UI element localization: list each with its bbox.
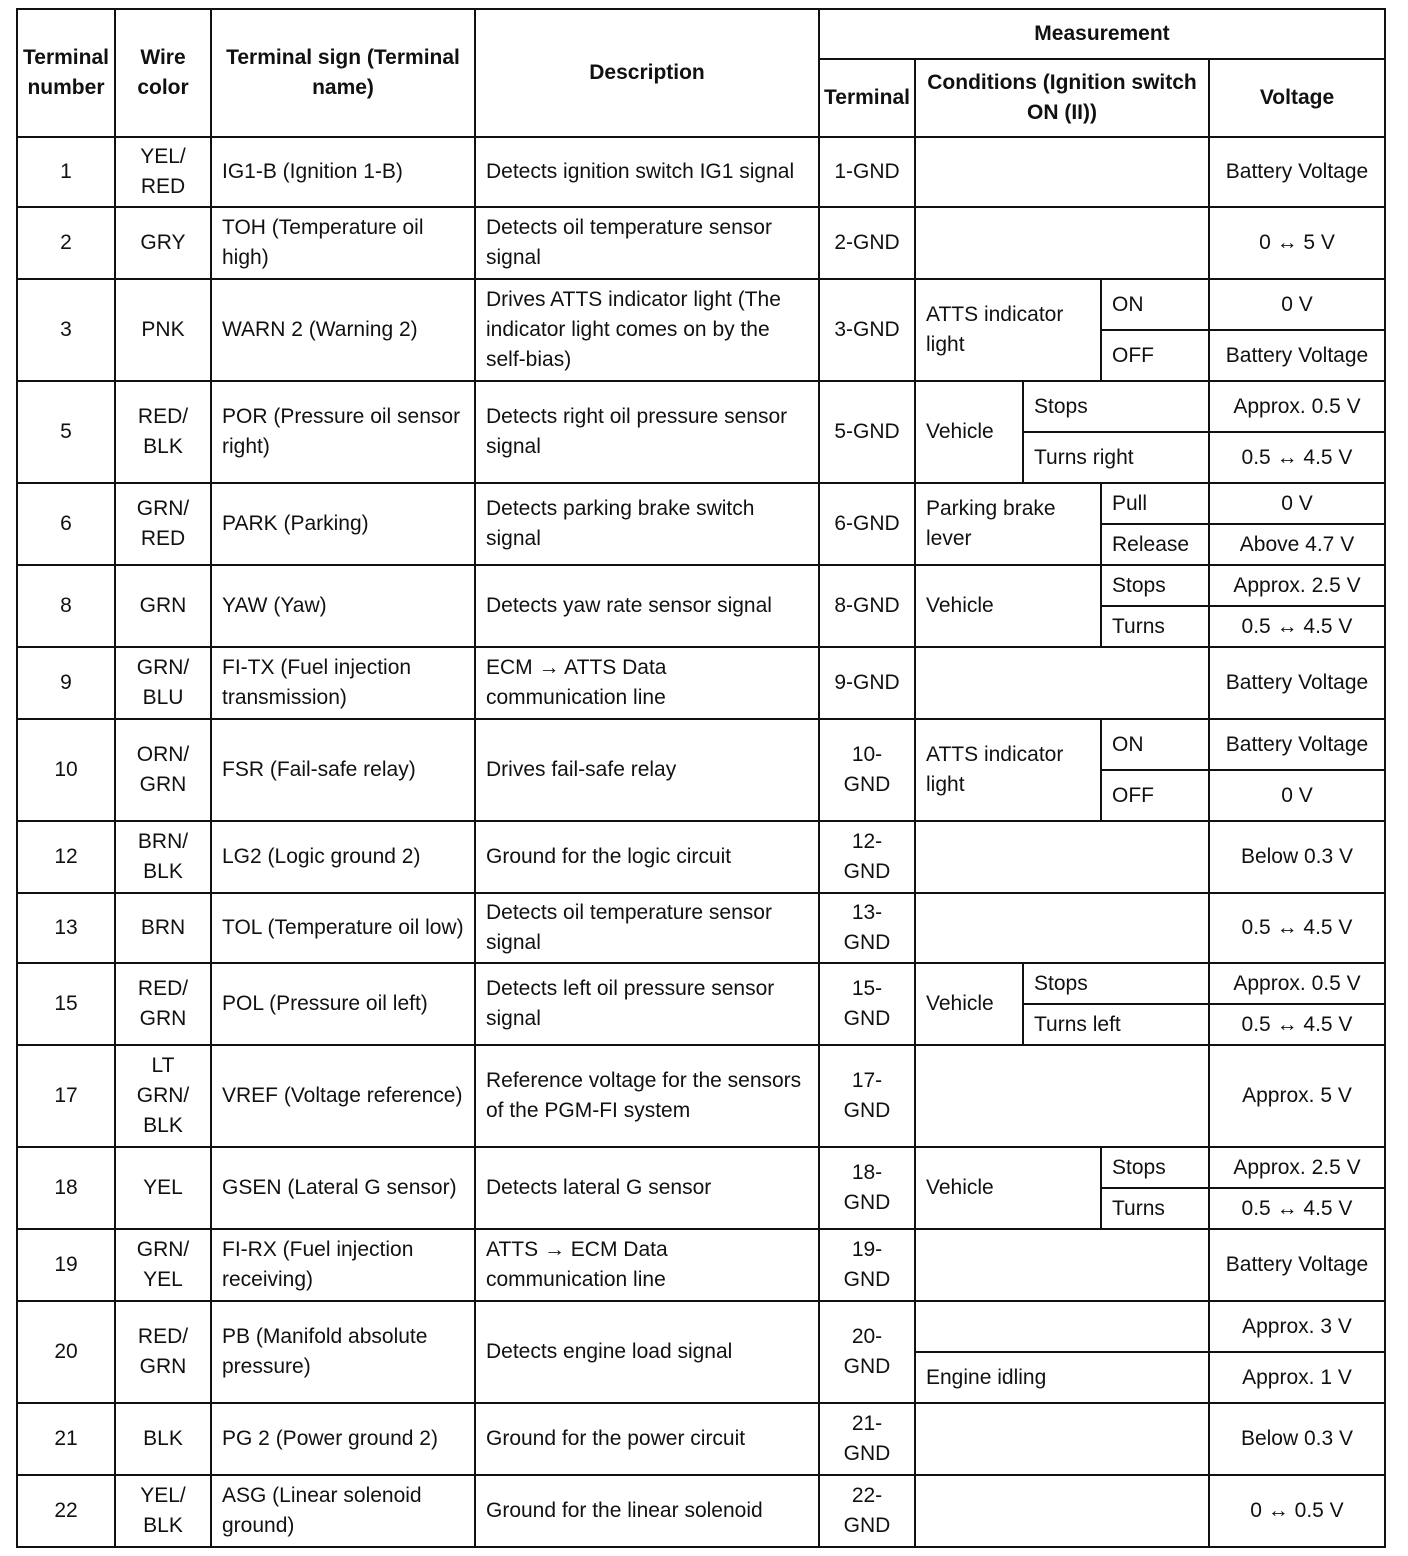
voltage-cell: 0 V: [1209, 483, 1385, 524]
measurement-terminal-cell: 18-GND: [819, 1147, 915, 1229]
wire-color-cell: GRY: [115, 207, 211, 279]
terminal-sign-cell: PB (Manifold absolute pressure): [211, 1301, 475, 1403]
measurement-terminal-cell: 21-GND: [819, 1403, 915, 1475]
terminal-number-cell: 9: [17, 647, 115, 719]
table-row: [17, 381, 1385, 432]
terminal-number-cell: 20: [17, 1301, 115, 1403]
voltage-cell: 0 ↔ 0.5 V: [1209, 1475, 1385, 1547]
header-wire-color: Wire color: [115, 9, 211, 137]
header-description: Description: [475, 9, 819, 137]
terminal-sign-cell: PG 2 (Power ground 2): [211, 1403, 475, 1475]
condition-state-cell: ON: [1101, 719, 1209, 770]
voltage-cell: Above 4.7 V: [1209, 524, 1385, 565]
terminal-number-cell: 19: [17, 1229, 115, 1301]
measurement-terminal-cell: 1-GND: [819, 137, 915, 207]
wire-color-cell: YEL/ BLK: [115, 1475, 211, 1547]
measurement-terminal-cell: 5-GND: [819, 381, 915, 483]
conditions-cell: [915, 207, 1209, 279]
condition-state-cell: Stops: [1023, 963, 1209, 1004]
description-cell: Ground for the power circuit: [475, 1403, 819, 1475]
wire-color-cell: GRN: [115, 565, 211, 647]
table-row: [17, 893, 1385, 963]
measurement-terminal-cell: 17-GND: [819, 1045, 915, 1147]
terminal-spec-table-wrapper: [16, 8, 1386, 1548]
voltage-cell: Below 0.3 V: [1209, 1403, 1385, 1475]
description-cell: Detects parking brake switch signal: [475, 483, 819, 565]
condition-state-cell: Turns: [1101, 1188, 1209, 1229]
table-row: [17, 565, 1385, 606]
terminal-number-cell: 15: [17, 963, 115, 1045]
measurement-terminal-cell: 13-GND: [819, 893, 915, 963]
description-cell: Detects engine load signal: [475, 1301, 819, 1403]
conditions-cell: [915, 137, 1209, 207]
terminal-sign-cell: TOH (Temperature oil high): [211, 207, 475, 279]
voltage-cell: Battery Voltage: [1209, 137, 1385, 207]
measurement-terminal-cell: 10-GND: [819, 719, 915, 821]
wire-color-cell: RED/ GRN: [115, 963, 211, 1045]
wire-color-cell: PNK: [115, 279, 211, 381]
voltage-cell: Battery Voltage: [1209, 719, 1385, 770]
wire-color-cell: GRN/ YEL: [115, 1229, 211, 1301]
condition-label-cell: Vehicle: [915, 963, 1023, 1045]
description-cell: Detects lateral G sensor: [475, 1147, 819, 1229]
terminal-number-cell: 18: [17, 1147, 115, 1229]
description-cell: ECM → ATTS Data communication line: [475, 647, 819, 719]
terminal-sign-cell: TOL (Temperature oil low): [211, 893, 475, 963]
table-row: [17, 963, 1385, 1004]
terminal-sign-cell: WARN 2 (Warning 2): [211, 279, 475, 381]
table-body: [17, 137, 1385, 1547]
table-row: [17, 821, 1385, 893]
condition-label-cell: ATTS indicator light: [915, 719, 1101, 821]
terminal-sign-cell: ASG (Linear solenoid ground): [211, 1475, 475, 1547]
wire-color-cell: RED/ BLK: [115, 381, 211, 483]
condition-state-cell: OFF: [1101, 770, 1209, 821]
voltage-cell: Below 0.3 V: [1209, 821, 1385, 893]
description-cell: Detects oil temperature sensor signal: [475, 207, 819, 279]
measurement-terminal-cell: 22-GND: [819, 1475, 915, 1547]
terminal-sign-cell: FI-RX (Fuel injection receiving): [211, 1229, 475, 1301]
voltage-cell: Approx. 5 V: [1209, 1045, 1385, 1147]
measurement-terminal-cell: 20-GND: [819, 1301, 915, 1403]
measurement-terminal-cell: 9-GND: [819, 647, 915, 719]
wire-color-cell: GRN/ RED: [115, 483, 211, 565]
header-terminal-number: Terminal number: [17, 9, 115, 137]
description-cell: Drives ATTS indicator light (The indicator light comes on by the self-bias): [475, 279, 819, 381]
measurement-terminal-cell: 19-GND: [819, 1229, 915, 1301]
voltage-cell: 0 V: [1209, 770, 1385, 821]
voltage-cell: 0.5 ↔ 4.5 V: [1209, 893, 1385, 963]
condition-label-cell: Vehicle: [915, 381, 1023, 483]
terminal-number-cell: 10: [17, 719, 115, 821]
terminal-number-cell: 21: [17, 1403, 115, 1475]
terminal-number-cell: 3: [17, 279, 115, 381]
condition-state-cell: Release: [1101, 524, 1209, 565]
description-cell: ATTS → ECM Data communication line: [475, 1229, 819, 1301]
table-row: [17, 279, 1385, 330]
condition-state-cell: Engine idling: [915, 1352, 1209, 1403]
wire-color-cell: BRN/ BLK: [115, 821, 211, 893]
header-voltage: Voltage: [1209, 59, 1385, 137]
condition-state-cell: OFF: [1101, 330, 1209, 381]
voltage-cell: Battery Voltage: [1209, 330, 1385, 381]
voltage-cell: Approx. 2.5 V: [1209, 1147, 1385, 1188]
table-row: [17, 483, 1385, 524]
description-cell: Detects oil temperature sensor signal: [475, 893, 819, 963]
voltage-cell: 0.5 ↔ 4.5 V: [1209, 1004, 1385, 1045]
condition-label-cell: Parking brake lever: [915, 483, 1101, 565]
condition-state-cell: Turns left: [1023, 1004, 1209, 1045]
terminal-sign-cell: VREF (Voltage reference): [211, 1045, 475, 1147]
terminal-number-cell: 12: [17, 821, 115, 893]
table-row: [17, 137, 1385, 207]
terminal-sign-cell: POR (Pressure oil sensor right): [211, 381, 475, 483]
table-row: [17, 1403, 1385, 1475]
voltage-cell: Approx. 3 V: [1209, 1301, 1385, 1352]
terminal-number-cell: 5: [17, 381, 115, 483]
terminal-number-cell: 17: [17, 1045, 115, 1147]
measurement-terminal-cell: 6-GND: [819, 483, 915, 565]
terminal-number-cell: 22: [17, 1475, 115, 1547]
table-row: [17, 647, 1385, 719]
condition-state-cell: [915, 1301, 1209, 1352]
terminal-sign-cell: GSEN (Lateral G sensor): [211, 1147, 475, 1229]
voltage-cell: Approx. 0.5 V: [1209, 963, 1385, 1004]
wire-color-cell: RED/ GRN: [115, 1301, 211, 1403]
voltage-cell: 0.5 ↔ 4.5 V: [1209, 1188, 1385, 1229]
condition-state-cell: Turns: [1101, 606, 1209, 647]
terminal-sign-cell: YAW (Yaw): [211, 565, 475, 647]
header-terminal: Terminal: [819, 59, 915, 137]
measurement-terminal-cell: 8-GND: [819, 565, 915, 647]
wire-color-cell: BRN: [115, 893, 211, 963]
condition-state-cell: Turns right: [1023, 432, 1209, 483]
measurement-terminal-cell: 12-GND: [819, 821, 915, 893]
description-cell: Reference voltage for the sensors of the PGM-FI system: [475, 1045, 819, 1147]
table-row: [17, 207, 1385, 279]
wire-color-cell: YEL/ RED: [115, 137, 211, 207]
voltage-cell: Approx. 1 V: [1209, 1352, 1385, 1403]
wire-color-cell: ORN/ GRN: [115, 719, 211, 821]
terminal-number-cell: 1: [17, 137, 115, 207]
table-row: [17, 1045, 1385, 1147]
wire-color-cell: GRN/ BLU: [115, 647, 211, 719]
terminal-number-cell: 2: [17, 207, 115, 279]
header-terminal-sign: Terminal sign (Terminal name): [211, 9, 475, 137]
table-row: [17, 1229, 1385, 1301]
table-row: [17, 1301, 1385, 1352]
conditions-cell: [915, 1229, 1209, 1301]
wire-color-cell: LT GRN/ BLK: [115, 1045, 211, 1147]
voltage-cell: 0.5 ↔ 4.5 V: [1209, 606, 1385, 647]
voltage-cell: Approx. 2.5 V: [1209, 565, 1385, 606]
description-cell: Ground for the linear solenoid: [475, 1475, 819, 1547]
terminal-sign-cell: PARK (Parking): [211, 483, 475, 565]
condition-label-cell: ATTS indicator light: [915, 279, 1101, 381]
description-cell: Detects left oil pressure sensor signal: [475, 963, 819, 1045]
measurement-terminal-cell: 15-GND: [819, 963, 915, 1045]
measurement-terminal-cell: 2-GND: [819, 207, 915, 279]
condition-state-cell: Stops: [1023, 381, 1209, 432]
header-measurement: Measurement: [819, 9, 1385, 59]
condition-state-cell: Pull: [1101, 483, 1209, 524]
description-cell: Detects ignition switch IG1 signal: [475, 137, 819, 207]
table-row: [17, 1147, 1385, 1188]
conditions-cell: [915, 1475, 1209, 1547]
terminal-spec-table: [16, 8, 1386, 1548]
terminal-sign-cell: FI-TX (Fuel injection transmission): [211, 647, 475, 719]
voltage-cell: 0 V: [1209, 279, 1385, 330]
description-cell: Detects yaw rate sensor signal: [475, 565, 819, 647]
terminal-number-cell: 13: [17, 893, 115, 963]
terminal-sign-cell: IG1-B (Ignition 1-B): [211, 137, 475, 207]
condition-label-cell: Vehicle: [915, 1147, 1101, 1229]
conditions-cell: [915, 1403, 1209, 1475]
wire-color-cell: BLK: [115, 1403, 211, 1475]
voltage-cell: Battery Voltage: [1209, 1229, 1385, 1301]
voltage-cell: 0 ↔ 5 V: [1209, 207, 1385, 279]
condition-state-cell: Stops: [1101, 565, 1209, 606]
conditions-cell: [915, 893, 1209, 963]
measurement-terminal-cell: 3-GND: [819, 279, 915, 381]
terminal-sign-cell: POL (Pressure oil left): [211, 963, 475, 1045]
conditions-cell: [915, 821, 1209, 893]
condition-state-cell: Stops: [1101, 1147, 1209, 1188]
terminal-sign-cell: FSR (Fail-safe relay): [211, 719, 475, 821]
terminal-number-cell: 8: [17, 565, 115, 647]
description-cell: Ground for the logic circuit: [475, 821, 819, 893]
condition-label-cell: Vehicle: [915, 565, 1101, 647]
conditions-cell: [915, 647, 1209, 719]
conditions-cell: [915, 1045, 1209, 1147]
voltage-cell: Approx. 0.5 V: [1209, 381, 1385, 432]
table-row: [17, 719, 1385, 770]
description-cell: Drives fail-safe relay: [475, 719, 819, 821]
header-row-1: [17, 9, 1385, 59]
terminal-sign-cell: LG2 (Logic ground 2): [211, 821, 475, 893]
voltage-cell: Battery Voltage: [1209, 647, 1385, 719]
terminal-number-cell: 6: [17, 483, 115, 565]
table-row: [17, 1475, 1385, 1547]
condition-state-cell: ON: [1101, 279, 1209, 330]
header-conditions: Conditions (Ignition switch ON (II)): [915, 59, 1209, 137]
voltage-cell: 0.5 ↔ 4.5 V: [1209, 432, 1385, 483]
wire-color-cell: YEL: [115, 1147, 211, 1229]
description-cell: Detects right oil pressure sensor signal: [475, 381, 819, 483]
